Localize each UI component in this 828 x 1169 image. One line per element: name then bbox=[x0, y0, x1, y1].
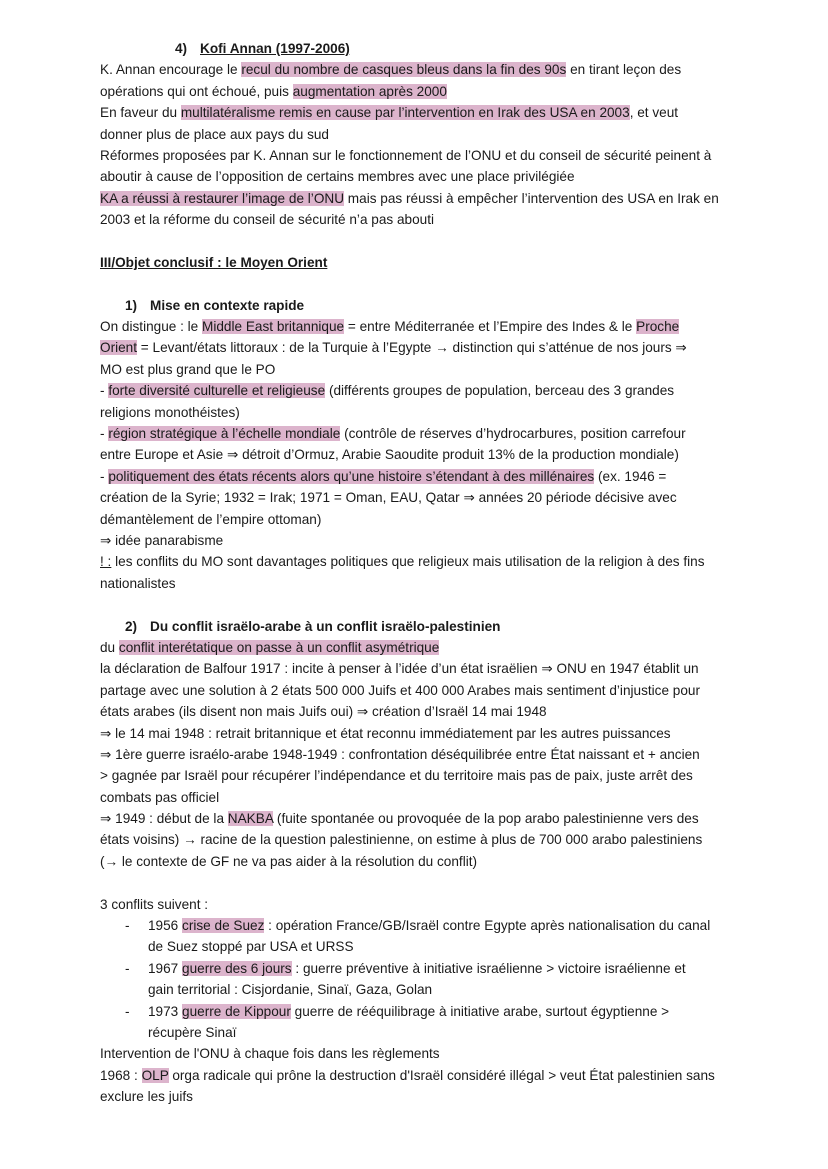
text-run: 1973 bbox=[148, 1003, 183, 1019]
highlighted-text: Middle East britannique bbox=[202, 319, 345, 335]
text-line bbox=[100, 551, 760, 572]
text-line bbox=[100, 744, 760, 765]
text-line bbox=[100, 359, 760, 380]
bullet-dash: - bbox=[125, 918, 130, 934]
text-run: création de la Syrie; 1932 = Irak; 1971 = Oman, EAU, Qatar ⇒ années 20 période décisive avec bbox=[100, 490, 677, 506]
text-line bbox=[100, 1022, 760, 1043]
text-line bbox=[100, 466, 760, 487]
text-run: 1967 bbox=[148, 960, 183, 976]
highlighted-text: forte diversité culturelle et religieuse bbox=[108, 383, 326, 399]
blank-line bbox=[100, 594, 760, 615]
text-line bbox=[100, 1043, 760, 1064]
text-run: - bbox=[100, 426, 109, 442]
section-number: 4) bbox=[175, 41, 188, 56]
text-run: aboutir à cause de l’opposition de certains membres avec une place privilégiée bbox=[100, 169, 575, 185]
highlighted-text: région stratégique à l’échelle mondiale bbox=[108, 426, 341, 442]
text-run: 3 conflits suivent : bbox=[100, 896, 209, 912]
text-run: (ex. 1946 = bbox=[594, 468, 667, 484]
text-run: : guerre préventive à initiative israélienne > victoire israélienne et bbox=[291, 960, 686, 976]
text-run: Intervention de l'ONU à chaque fois dans les règlements bbox=[100, 1046, 440, 1062]
blank-line bbox=[100, 273, 760, 294]
text-run: guerre de rééquilibrage à initiative arabe, surtout égyptienne > bbox=[290, 1003, 670, 1019]
highlighted-text: guerre de Kippour bbox=[182, 1003, 291, 1019]
text-run: (→ le contexte de GF ne va pas aider à la résolution du conflit) bbox=[100, 853, 478, 869]
text-run: états voisins) → racine de la question palestinienne, on estime à plus de 700 000 arabo palestiniens bbox=[100, 832, 703, 848]
text-run: ⇒ 1ère guerre israélo-arabe 1948-1949 : confrontation déséquilibrée entre État naissant et + ancien bbox=[100, 746, 700, 762]
bullet-item bbox=[100, 915, 760, 936]
text-line bbox=[100, 145, 760, 166]
text-run: - bbox=[100, 383, 109, 399]
text-line bbox=[100, 894, 760, 915]
text-run: nationalistes bbox=[100, 575, 176, 591]
text-line bbox=[100, 444, 760, 465]
highlighted-text: NAKBA bbox=[227, 811, 274, 827]
text-run: (différents groupes de population, berceau des 3 grandes bbox=[325, 383, 675, 399]
text-line bbox=[100, 1086, 760, 1107]
text-line bbox=[100, 765, 760, 786]
blank-line bbox=[100, 872, 760, 893]
highlighted-text: KA a réussi à restaurer l’image de l’ONU bbox=[100, 190, 345, 206]
text-line bbox=[100, 808, 760, 829]
highlighted-text: guerre des 6 jours bbox=[182, 960, 292, 976]
text-run: ⇒ le 14 mai 1948 : retrait britannique et état reconnu immédiatement par les autres puissances bbox=[100, 725, 671, 741]
text-run: partage avec une solution à 2 états 500 000 Juifs et 400 000 Arabes mais sentiment d’injustice pour bbox=[100, 682, 701, 698]
text-line bbox=[100, 380, 760, 401]
section-title bbox=[100, 616, 760, 637]
text-run: > gagnée par Israël pour récupérer l’indépendance et du territoire mais pas de paix, juste arrêt des bbox=[100, 768, 693, 784]
text-run: états arabes (ils disent non mais Juifs oui) ⇒ création d’Israël 14 mai 1948 bbox=[100, 704, 547, 720]
text-run: ! : bbox=[100, 554, 112, 570]
text-run: , et veut bbox=[629, 105, 679, 121]
text-line bbox=[100, 81, 760, 102]
text-line bbox=[100, 530, 760, 551]
text-run: du bbox=[100, 639, 119, 655]
text-line bbox=[100, 936, 760, 957]
section-title bbox=[100, 38, 760, 59]
section-title-text: Du conflit israëlo-arabe à un conflit israëlo-palestinien bbox=[150, 618, 501, 634]
text-run: 1956 bbox=[148, 918, 183, 934]
text-line bbox=[100, 680, 760, 701]
text-line bbox=[100, 723, 760, 744]
text-run: combats pas officiel bbox=[100, 789, 220, 805]
text-line bbox=[100, 209, 760, 230]
text-run: orga radicale qui prône la destruction d'Israël considéré illégal > veut État palestinien sans bbox=[168, 1067, 715, 1083]
text-run: récupère Sinaï bbox=[148, 1024, 237, 1040]
text-line bbox=[100, 337, 760, 358]
highlighted-text: politiquement des états récents alors qu’une histoire s’étendant à des millénaires bbox=[108, 468, 595, 484]
text-run: K. Annan encourage le bbox=[100, 62, 242, 78]
text-line bbox=[100, 979, 760, 1000]
text-line bbox=[100, 1065, 760, 1086]
text-line bbox=[100, 787, 760, 808]
text-run: = Levant/états littoraux : de la Turquie à l’Egypte → distinction qui s’atténue de nos jours ⇒ bbox=[137, 340, 687, 356]
text-run: (contrôle de réserves d’hydrocarbures, position carrefour bbox=[340, 426, 686, 442]
text-run: la déclaration de Balfour 1917 : incite à penser à l’idée d’un état israëlien ⇒ ONU en 1947 établit un bbox=[100, 661, 699, 677]
text-run: mais pas réussi à empêcher l’intervention des USA en Irak en bbox=[344, 190, 719, 206]
text-line bbox=[100, 166, 760, 187]
text-line bbox=[100, 124, 760, 145]
section-number: 2) bbox=[125, 618, 138, 634]
text-run: Réformes proposées par K. Annan sur le fonctionnement de l’ONU et du conseil de sécurité peinent à bbox=[100, 147, 712, 163]
text-line bbox=[100, 658, 760, 679]
text-line bbox=[100, 509, 760, 530]
text-line bbox=[100, 637, 760, 658]
text-run: (fuite spontanée ou provoquée de la pop arabo palestinienne vers des bbox=[273, 811, 699, 827]
text-run: - bbox=[100, 468, 109, 484]
text-run: les conflits du MO sont davantages politiques que religieux mais utilisation de la religion à des fins bbox=[111, 554, 705, 570]
text-line bbox=[100, 316, 760, 337]
text-run: = entre Méditerranée et l’Empire des Indes & le bbox=[344, 319, 637, 335]
text-run: exclure les juifs bbox=[100, 1089, 193, 1105]
text-run: 2003 et la réforme du conseil de sécurité n’a pas abouti bbox=[100, 212, 435, 228]
highlighted-text: Orient bbox=[100, 340, 138, 356]
text-run: de Suez stoppé par USA et URSS bbox=[148, 939, 354, 955]
text-run: religions monothéistes) bbox=[100, 404, 240, 420]
text-line bbox=[100, 423, 760, 444]
bullet-dash: - bbox=[125, 1003, 130, 1019]
section-title bbox=[100, 295, 760, 316]
text-line bbox=[100, 402, 760, 423]
text-run: donner plus de place aux pays du sud bbox=[100, 126, 329, 142]
text-line bbox=[100, 851, 760, 872]
highlighted-text: crise de Suez bbox=[182, 918, 265, 934]
text-run: démantèlement de l’empire ottoman) bbox=[100, 511, 322, 527]
text-run: ⇒ 1949 : début de la bbox=[100, 811, 228, 827]
bullet-item bbox=[100, 1001, 760, 1022]
text-run: ⇒ idée panarabisme bbox=[100, 532, 224, 548]
text-line bbox=[100, 59, 760, 80]
text-run: 1968 : bbox=[100, 1067, 142, 1083]
part-heading: III/Objet conclusif : le Moyen Orient bbox=[100, 254, 328, 270]
highlighted-text: conflit interétatique on passe à un conflit asymétrique bbox=[118, 639, 440, 655]
highlighted-text: OLP bbox=[141, 1067, 169, 1083]
text-run: On distingue : le bbox=[100, 319, 203, 335]
highlighted-text: augmentation après 2000 bbox=[292, 83, 447, 99]
bullet-item bbox=[100, 958, 760, 979]
text-line bbox=[100, 188, 760, 209]
text-line bbox=[100, 102, 760, 123]
section-title-text: Kofi Annan (1997-2006) bbox=[200, 41, 350, 56]
text-run: gain territorial : Cisjordanie, Sinaï, Gaza, Golan bbox=[148, 982, 433, 998]
text-run: : opération France/GB/Israël contre Egypte après nationalisation du canal bbox=[264, 918, 711, 934]
text-run: entre Europe et Asie ⇒ détroit d’Ormuz, Arabie Saoudite produit 13% de la production mondiale) bbox=[100, 447, 679, 463]
text-line bbox=[100, 701, 760, 722]
text-run: opérations qui ont échoué, puis bbox=[100, 83, 293, 99]
document-page bbox=[100, 38, 760, 1108]
text-line bbox=[100, 829, 760, 850]
text-run: en tirant leçon des bbox=[566, 62, 682, 78]
text-run: En faveur du bbox=[100, 105, 181, 121]
bullet-dash: - bbox=[125, 960, 130, 976]
highlighted-text: Proche bbox=[636, 319, 680, 335]
text-line bbox=[100, 573, 760, 594]
text-run: MO est plus grand que le PO bbox=[100, 361, 276, 377]
highlighted-text: multilatéralisme remis en cause par l’intervention en Irak des USA en 2003 bbox=[180, 105, 630, 121]
text-line bbox=[100, 487, 760, 508]
blank-line bbox=[100, 231, 760, 252]
section-number: 1) bbox=[125, 297, 138, 313]
highlighted-text: recul du nombre de casques bleus dans la fin des 90s bbox=[241, 62, 567, 78]
section-title-text: Mise en contexte rapide bbox=[150, 297, 305, 313]
